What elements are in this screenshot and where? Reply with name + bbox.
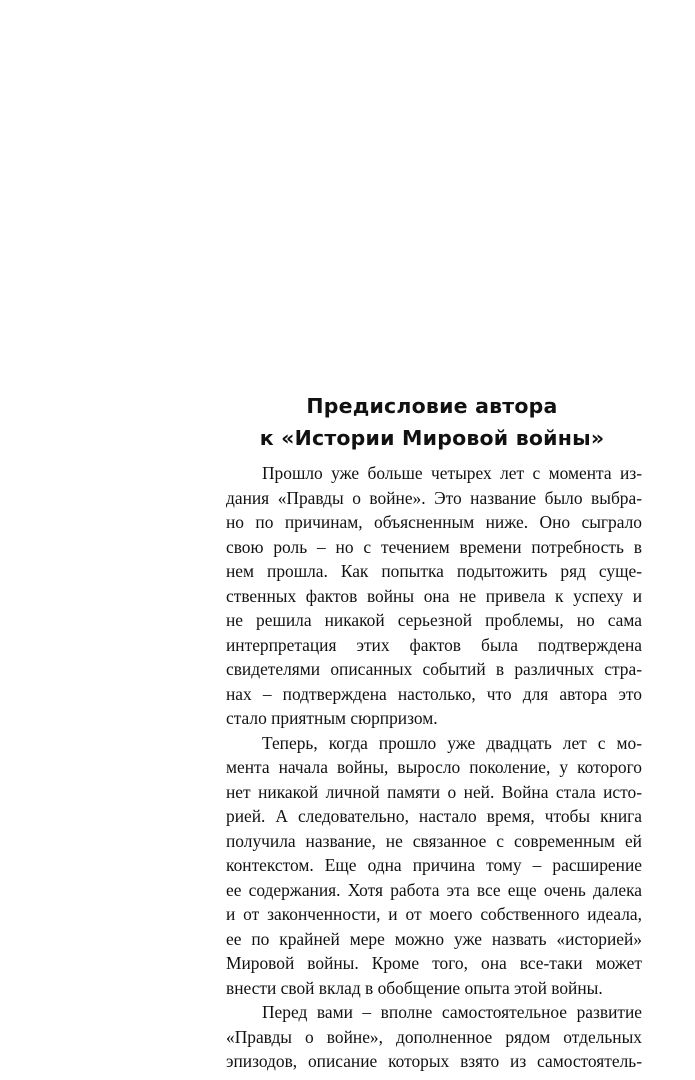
text-line: не решила никакой серьезной проблемы, но сама [226, 610, 642, 630]
body-text [226, 461, 642, 1074]
text-line: Мировой войны. Кроме того, она все-таки может [226, 953, 642, 973]
text-line: нет никакой личной памяти о ней. Война стала исто- [226, 781, 642, 802]
text-line: дания «Правды о войне». Это название было выбра- [226, 487, 642, 508]
text-line: нах – подтверждена настолько, что для автора это [226, 683, 642, 704]
text-line: рией. А следовательно, настало время, чтобы книга [226, 806, 642, 826]
chapter-heading [222, 390, 642, 454]
text-line: свою роль – но с течением времени потребность в [226, 536, 642, 557]
text-line: мента начала войны, выросло поколение, у которого [226, 757, 642, 777]
text-line: контекстом. Еще одна причина тому – расширение [226, 855, 642, 875]
text-line: но по причинам, объясненным ниже. Оно сыграло [226, 512, 642, 532]
text-line: ственных фактов войны она не привела к успеху и [226, 585, 642, 606]
text-line: ее содержания. Хотя работа эта все еще очень далека [226, 879, 642, 900]
text-line: и от законченности, и от моего собственного идеала, [226, 904, 642, 924]
text-line: получила название, не связанное с современным ей [226, 830, 642, 851]
text-line: ее по крайней мере можно уже назвать «историей» [226, 928, 642, 949]
heading-line-2: к «Истории Мировой войны» [259, 426, 605, 450]
heading-line-1: Предисловие автора [306, 394, 558, 418]
text-line: стало приятным сюрпризом. [226, 708, 438, 728]
text-line: свидетелями описанных событий в различных стра- [226, 659, 642, 679]
text-line: нем прошла. Как попытка подытожить ряд суще- [226, 561, 642, 581]
text-line: «Правды о войне», дополненное рядом отдельных [226, 1026, 642, 1047]
text-line: эпизодов, описание которых взято из самостоятель- [226, 1051, 642, 1071]
text-line: Прошло уже больше четырех лет с момента из- [262, 463, 642, 483]
text-line: интерпретация этих фактов была подтверждена [226, 634, 642, 655]
text-line: внести свой вклад в обобщение опыта этой войны. [226, 977, 603, 998]
text-line: Перед вами – вполне самостоятельное развитие [262, 1002, 642, 1022]
text-line: Теперь, когда прошло уже двадцать лет с мо- [262, 732, 642, 753]
